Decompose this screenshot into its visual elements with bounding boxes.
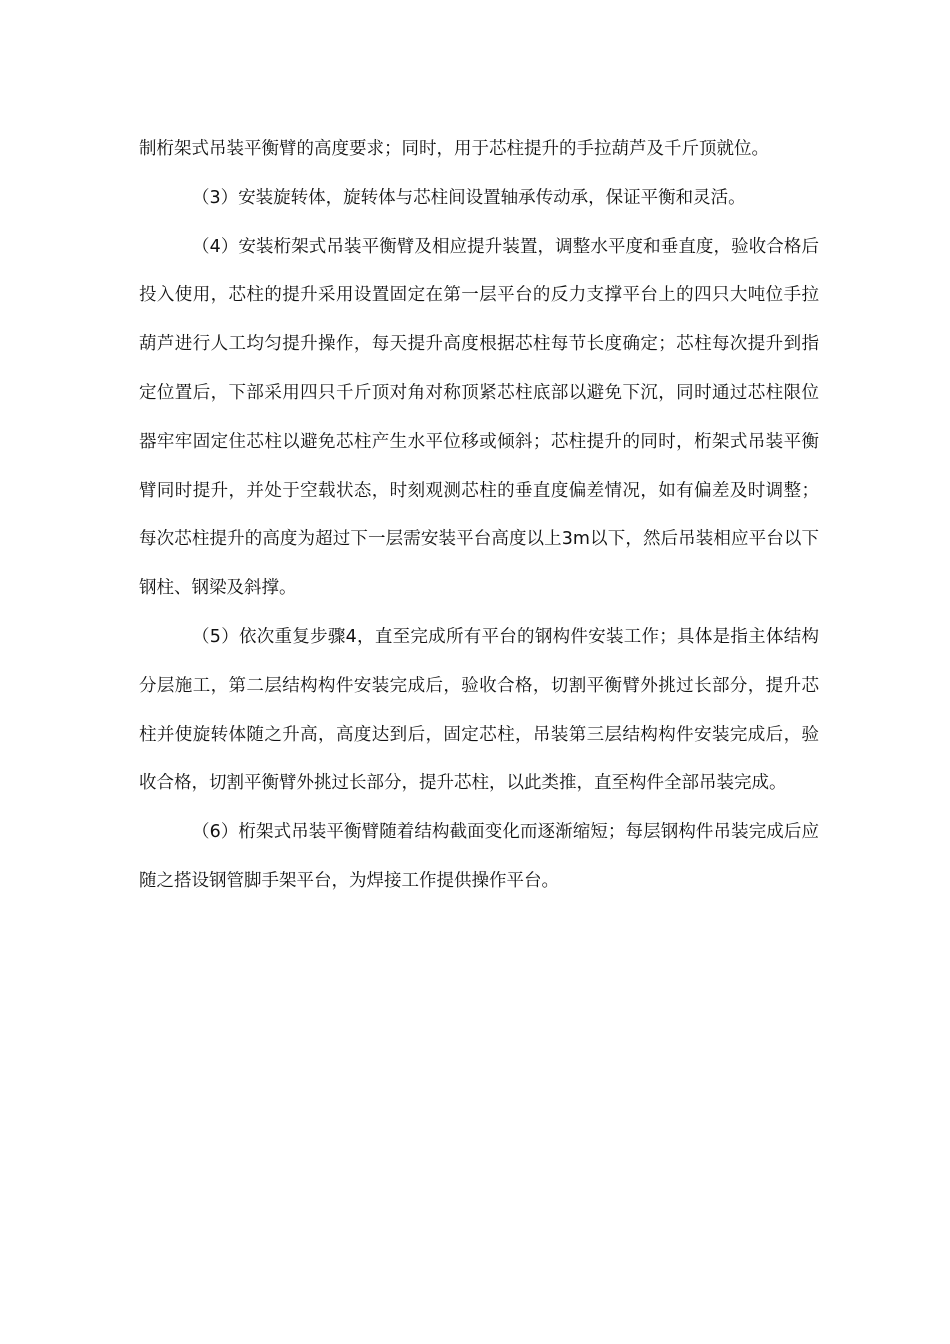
paragraph-continuation: 制桁架式吊装平衡臂的高度要求；同时，用于芯柱提升的手拉葫芦及千斤顶就位。 [139, 139, 769, 159]
document-body [139, 125, 819, 906]
paragraph-step-4: （4）安装桁架式吊装平衡臂及相应提升装置，调整水平度和垂直度，验收合格后投入使用，芯柱的提升采用设置固定在第一层平台的反力支撑平台上的四只大吨位手拉葫芦进行人工均匀提升操作，每天提升高度根据芯柱每节长度确定；芯柱每次提升到指定位置后，下部采用四只千斤顶对角对称顶紧芯柱底部以避免下沉，同时通过芯柱限位器牢牢固定住芯柱以避免芯柱产生水平位移或倾斜；芯柱提升的同时，桁架式吊装平衡臂同时提升，并处于空载状态，时刻观测芯柱的垂直度偏差情况，如有偏差及时调整；每次芯柱提升的高度为超过下一层需安装平台高度以上3m以下，然后吊装相应平台以下钢柱、钢梁及斜撑。 [139, 236, 819, 599]
paragraph-step-5: （5）依次重复步骤4，直至完成所有平台的钢构件安装工作；具体是指主体结构分层施工，第二层结构构件安装完成后，验收合格，切割平衡臂外挑过长部分，提升芯柱并使旋转体随之升高，高度达到后，固定芯柱，吊装第三层结构构件安装完成后，验收合格，切割平衡臂外挑过长部分，提升芯柱，以此类推，直至构件全部吊装完成。 [139, 626, 819, 794]
paragraph-step-3: （3）安装旋转体，旋转体与芯柱间设置轴承传动承，保证平衡和灵活。 [192, 187, 746, 208]
paragraph-step-6: （6）桁架式吊装平衡臂随着结构截面变化而逐渐缩短；每层钢构件吊装完成后应随之搭设钢管脚手架平台，为焊接工作提供操作平台。 [139, 822, 819, 891]
